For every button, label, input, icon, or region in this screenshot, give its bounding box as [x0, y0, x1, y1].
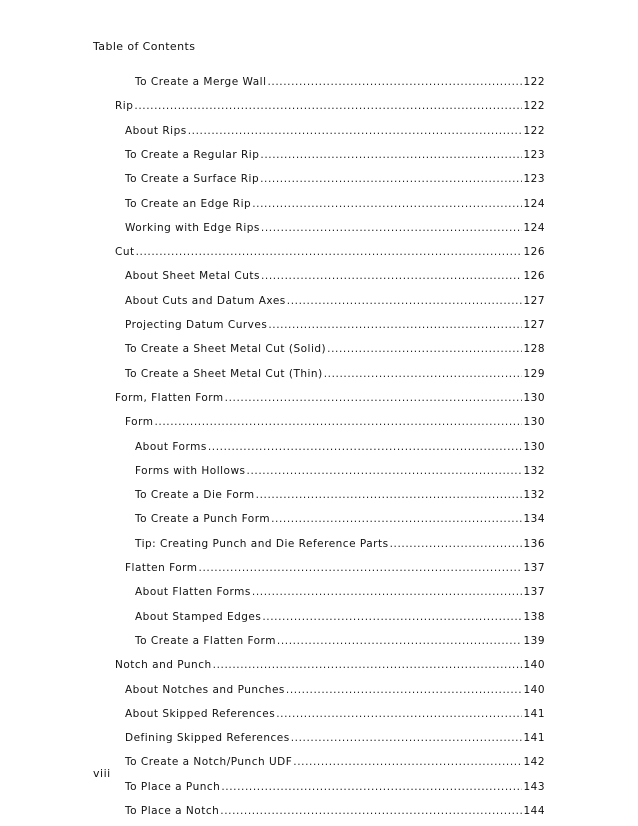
toc-entry-page: 126 [523, 270, 545, 282]
toc-entry-page: 143 [523, 781, 545, 793]
toc-entry-page: 136 [523, 538, 545, 550]
dot-leader [199, 561, 523, 575]
toc-entry[interactable] [125, 804, 545, 818]
dot-leader [261, 269, 522, 283]
toc-entry-title: To Create a Notch/Punch UDF [125, 756, 293, 768]
dot-leader [287, 294, 523, 308]
toc-entry[interactable] [115, 391, 545, 405]
toc-entry-page: 122 [523, 76, 545, 88]
dot-leader [327, 342, 522, 356]
toc-entry-page: 122 [523, 125, 545, 137]
dot-leader [293, 755, 522, 769]
dot-leader [213, 658, 523, 672]
toc-entry[interactable] [125, 367, 545, 381]
dot-leader [220, 804, 522, 818]
toc-entry-page: 128 [523, 343, 545, 355]
toc-entry-title: Forms with Hollows [135, 465, 246, 477]
toc-entry[interactable] [135, 634, 545, 648]
toc-entry-page: 129 [523, 368, 545, 380]
toc-entry-page: 140 [523, 659, 545, 671]
toc-entry[interactable] [125, 269, 545, 283]
dot-leader [252, 197, 522, 211]
toc-entry-page: 144 [523, 805, 545, 817]
dot-leader [268, 318, 522, 332]
toc-entry-page: 134 [523, 513, 545, 525]
toc-entry-page: 122 [523, 100, 545, 112]
toc-entry-page: 137 [523, 586, 545, 598]
toc-entry[interactable] [125, 172, 545, 186]
toc-entry-title: Projecting Datum Curves [125, 319, 268, 331]
dot-leader [261, 221, 523, 235]
dot-leader [208, 440, 523, 454]
toc-entry-title: Form, Flatten Form [115, 392, 224, 404]
dot-leader [324, 367, 523, 381]
toc-entry[interactable] [125, 755, 545, 769]
toc-entry[interactable] [135, 537, 545, 551]
dot-leader [221, 780, 522, 794]
toc-entry-title: To Place a Notch [125, 805, 220, 817]
toc-entry[interactable] [135, 512, 545, 526]
dot-leader [134, 99, 522, 113]
toc-entry[interactable] [125, 683, 545, 697]
dot-leader [136, 245, 523, 259]
toc-entry-page: 127 [523, 319, 545, 331]
dot-leader [271, 512, 522, 526]
toc-entry-title: Cut [115, 246, 135, 258]
toc-entry-page: 138 [523, 611, 545, 623]
toc-entry-title: About Skipped References [125, 708, 276, 720]
toc-entry-title: About Stamped Edges [135, 611, 262, 623]
toc-entry-page: 132 [523, 465, 545, 477]
toc-entry[interactable] [135, 610, 545, 624]
toc-entry[interactable] [125, 707, 545, 721]
toc-entry[interactable] [125, 780, 545, 794]
toc-entry[interactable] [115, 99, 545, 113]
dot-leader [252, 585, 523, 599]
dot-leader [154, 415, 522, 429]
dot-leader [276, 707, 522, 721]
toc-entry[interactable] [135, 464, 545, 478]
toc-entry-title: To Create a Sheet Metal Cut (Thin) [125, 368, 323, 380]
toc-entry-page: 140 [523, 684, 545, 696]
toc-entry-title: Flatten Form [125, 562, 198, 574]
toc-entry[interactable] [115, 658, 545, 672]
dot-leader [256, 488, 523, 502]
toc-entry[interactable] [125, 318, 545, 332]
toc-entry[interactable] [135, 75, 545, 89]
dot-leader [277, 634, 523, 648]
toc-entry-page: 141 [523, 732, 545, 744]
dot-leader [267, 75, 522, 89]
dot-leader [260, 148, 522, 162]
dot-leader [291, 731, 523, 745]
toc-entry-title: Form [125, 416, 154, 428]
toc-entry[interactable] [125, 415, 545, 429]
toc-entry[interactable] [125, 148, 545, 162]
toc-entry[interactable] [125, 731, 545, 745]
toc-entry-title: To Create a Surface Rip [125, 173, 260, 185]
toc-entry-page: 141 [523, 708, 545, 720]
toc-entry-title: To Place a Punch [125, 781, 221, 793]
toc-entry-page: 139 [523, 635, 545, 647]
toc-entry-page: 142 [523, 756, 545, 768]
toc-entry-title: To Create a Merge Wall [135, 76, 267, 88]
toc-entry-title: To Create a Sheet Metal Cut (Solid) [125, 343, 327, 355]
toc-entry-page: 130 [523, 416, 545, 428]
toc-entry-page: 123 [523, 149, 545, 161]
toc-entry[interactable] [135, 488, 545, 502]
toc-entry[interactable] [125, 221, 545, 235]
toc-entry-page: 124 [523, 222, 545, 234]
toc-entry-page: 127 [523, 295, 545, 307]
toc-entry-page: 123 [523, 173, 545, 185]
toc-entry-title: To Create a Punch Form [135, 513, 271, 525]
toc-entry-title: To Create a Regular Rip [125, 149, 260, 161]
toc-entry-title: Rip [115, 100, 134, 112]
toc-entry[interactable] [125, 124, 545, 138]
toc-entry-title: About Flatten Forms [135, 586, 251, 598]
dot-leader [247, 464, 523, 478]
toc-entry-title: Tip: Creating Punch and Die Reference Parts [135, 538, 389, 550]
toc-entry-title: Defining Skipped References [125, 732, 290, 744]
toc-entry-page: 132 [523, 489, 545, 501]
toc-entry-title: About Notches and Punches [125, 684, 285, 696]
dot-leader [260, 172, 522, 186]
dot-leader [390, 537, 523, 551]
page-number: viii [93, 767, 111, 780]
toc-entry-title: About Sheet Metal Cuts [125, 270, 260, 282]
toc-entry-title: About Rips [125, 125, 187, 137]
toc-entry[interactable] [125, 197, 545, 211]
dot-leader [262, 610, 522, 624]
toc-entry[interactable] [115, 245, 545, 259]
toc-entry-title: To Create a Die Form [135, 489, 255, 501]
toc-entry-page: 130 [523, 392, 545, 404]
toc-entry-page: 130 [523, 441, 545, 453]
toc-entry-title: Notch and Punch [115, 659, 212, 671]
dot-leader [225, 391, 523, 405]
toc-entry-title: About Forms [135, 441, 207, 453]
toc-entry-title: About Cuts and Datum Axes [125, 295, 286, 307]
toc-entry-page: 137 [523, 562, 545, 574]
toc-entry[interactable] [125, 561, 545, 575]
toc-entry-title: To Create an Edge Rip [125, 198, 252, 210]
toc-entry-title: Working with Edge Rips [125, 222, 260, 234]
dot-leader [188, 124, 523, 138]
toc-entry[interactable] [125, 294, 545, 308]
toc-entry[interactable] [125, 342, 545, 356]
page-header: Table of Contents [93, 40, 196, 53]
toc-entry[interactable] [135, 440, 545, 454]
toc-entry-title: To Create a Flatten Form [135, 635, 276, 647]
toc-entry[interactable] [135, 585, 545, 599]
dot-leader [286, 683, 523, 697]
toc-entry-page: 126 [523, 246, 545, 258]
toc-entry-page: 124 [523, 198, 545, 210]
